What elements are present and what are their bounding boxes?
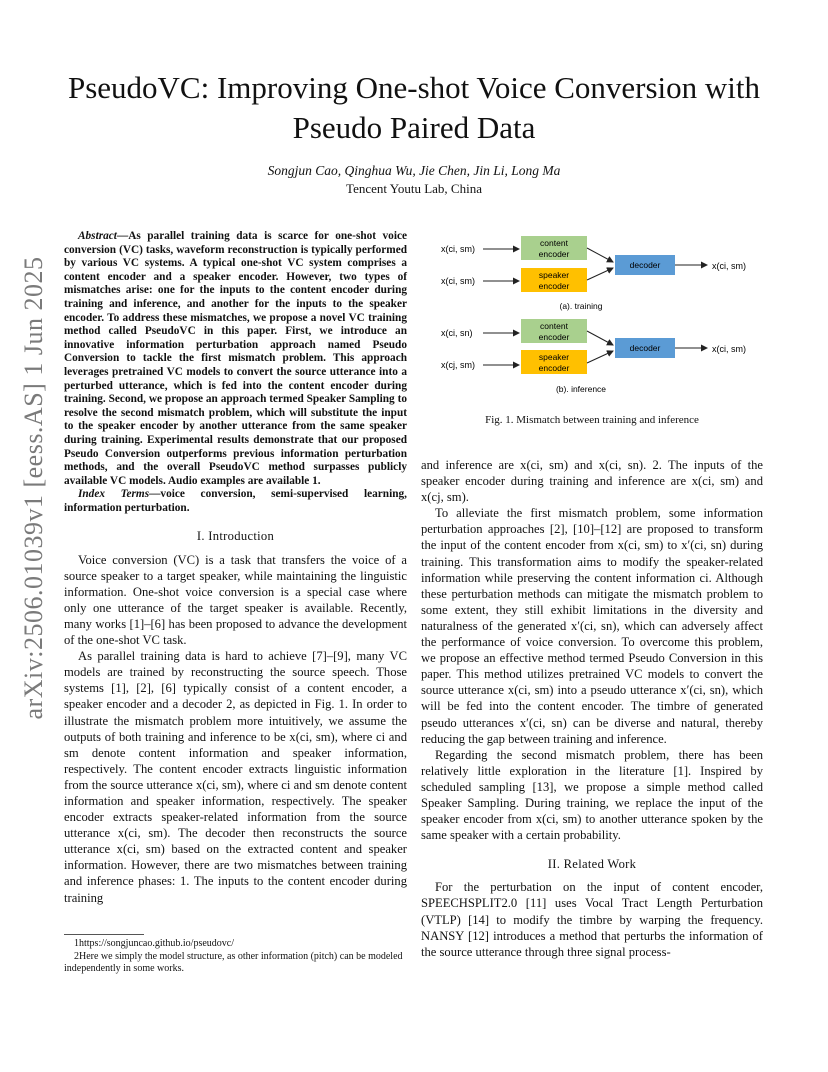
abstract-text: —As parallel training data is scarce for one-shot voice conversion (VC) tasks, waveform reconstruction is typically performed by various VC systems. A typical one-shot VC system comprises a content encoder and a speaker encoder. However, two types of mismatches arise: one for the inputs to the content encoder during training and inference, and another for the inputs to the speaker encoder. To address these mismatches, we propose a novel VC training method called PseudoVC in this paper. First, we introduce an innovative information perturbation approach named Pseudo Conversion to tackle the first mismatch problem. This approach leverages pretrained VC models to convert the source utterance into a perturbed utterance, which is fed into the content encoder during training. Second, we propose an approach termed Speaker Sampling to resolve the second mismatch problem, which will substitute the input to the speaker encoder by another utterance from the same speaker during training. Experimental results demonstrate that our proposed Pseudo Conversion outperforms previous information perturbation methods, and the overall PseudoVC method surpasses publicly available VC models. Audio examples are available 1. xyxy=(64,230,407,487)
footnote-2: 2Here we simply the model structure, as other information (pitch) can be modeled independently in some works. xyxy=(64,950,403,974)
index-terms-label: Index Terms xyxy=(78,488,150,501)
abstract-label: Abstract xyxy=(78,230,117,242)
left-column xyxy=(64,230,407,906)
index-terms-text: —voice conversion, semi-supervised learning, information perturbation. xyxy=(64,488,407,514)
arxiv-watermark xyxy=(14,256,54,720)
inference-content-encoder-l2: encoder xyxy=(538,332,570,342)
training-content-encoder-l2: encoder xyxy=(538,249,570,259)
intro-paragraph-2: As parallel training data is hard to achieve [7]–[9], many VC models are trained by reconstructing the source speech. Those systems [1], [2], [6] typically consist of a content encoder, a speaker encoder and a decoder 2, as depicted in Fig. 1. In order to illustrate the mismatch problem more intuitively, we assume the outputs of both training and inference to be x(ci, sm), where ci and sm denote content information and speaker information, respectively. The content encoder extracts linguistic information from the source utterance x(ci, sm), where ci and sm denote content information and speaker information, respectively. The speaker encoder extracts speaker-related information from the source utterance x(ci, sm). The decoder then reconstructs the source utterance x(ci, sm) based on the extracted content and speaker information. However, there are two mismatches between training and inference phases: 1. The inputs to the content encoder during training xyxy=(64,649,407,905)
mismatch-diagram xyxy=(421,228,763,408)
footnote-1: 1https://songjuncao.github.io/pseudovc/ xyxy=(74,938,234,949)
abstract xyxy=(64,230,407,488)
section-heading-related-work: II. Related Work xyxy=(547,857,637,872)
index-terms xyxy=(64,488,407,515)
figure-caption: Fig. 1. Mismatch between training and inference xyxy=(485,414,699,426)
inference-content-encoder-l1: content xyxy=(540,321,568,331)
training-decoder-label: decoder xyxy=(629,260,661,270)
footnote-rule xyxy=(64,934,144,935)
inference-speaker-encoder-l2: encoder xyxy=(538,363,570,373)
inference-label: (b). inference xyxy=(555,384,607,394)
section-heading-introduction: I. Introduction xyxy=(196,529,275,544)
training-speaker-encoder-l2: encoder xyxy=(538,281,570,291)
inference-input-1: x(ci, sn) xyxy=(441,328,473,338)
inference-speaker-encoder-l1: speaker xyxy=(538,352,570,362)
right-paragraph-2: To alleviate the first mismatch problem, some information perturbation approaches [2], [10]–[12] are proposed to transform the input of the content encoder from x(ci, sm) to x′(ci, sn) during training. This transformation aims to modify the speaker-related information while preserving the content information ci. Although these perturbation methods can mitigate the mismatch problem to some extent, they still exhibit limitations in the diversity and naturalness of the generated x′(ci, sn), which can adversely affect the performance of voice conversion. To overcome this problem, we propose an effective method termed Pseudo Conversion in this paper. This method utilizes pretrained VC models to convert the source utterance x(ci, sm) into a pseudo utterance x′(ci, sn), which will be fed into the content encoder. The timbre of generated pseudo utterances x′(ci, sn) can be diverse and natural, thereby reducing the gap between training and inference. xyxy=(421,506,763,746)
figure-1 xyxy=(421,228,763,428)
inference-decoder-label: decoder xyxy=(629,343,661,353)
inference-output: x(ci, sm) xyxy=(712,344,746,354)
training-input-2: x(ci, sm) xyxy=(441,276,475,286)
right-column xyxy=(421,457,763,960)
inference-input-2: x(cj, sm) xyxy=(441,360,475,370)
arxiv-id: arXiv:2506.01039v1 [eess.AS] 1 Jun 2025 xyxy=(19,256,48,720)
affiliation: Tencent Youtu Lab, China xyxy=(346,181,482,196)
paper-title: PseudoVC: Improving One-shot Voice Conversion with Pseudo Paired Data xyxy=(67,70,761,145)
right-paragraph-1: and inference are x(ci, sm) and x(ci, sn). 2. The inputs of the speaker encoder during training and inference are x(ci, sm) and x(cj, sm). xyxy=(421,458,763,505)
footnotes xyxy=(64,934,407,976)
training-speaker-encoder-l1: speaker xyxy=(538,270,570,280)
related-work-paragraph-1: For the perturbation on the input of content encoder, SPEECHSPLIT2.0 [11] uses Vocal Tract Length Perturbation (VTLP) [14] to modify the timbre by warping the frequency. NANSY [12] introduces a method that perturbs the information of the source utterance through three signal process- xyxy=(421,880,763,959)
intro-paragraph-1: Voice conversion (VC) is a task that transfers the voice of a source speaker to a target speaker, while maintaining the linguistic information. One-shot voice conversion is a special case where only one utterance of the target speaker is available. Recently, many works [1]–[6] has been proposed to advance the development of the one-shot VC task. xyxy=(64,552,407,648)
author-list: Songjun Cao, Qinghua Wu, Jie Chen, Jin Li, Long Ma xyxy=(267,163,561,178)
training-content-encoder-l1: content xyxy=(540,238,568,248)
training-label: (a). training xyxy=(559,301,603,311)
training-output: x(ci, sm) xyxy=(712,261,746,271)
training-input-1: x(ci, sm) xyxy=(441,244,475,254)
right-paragraph-3: Regarding the second mismatch problem, there has been relatively little exploration in the literature [1]. Inspired by scheduled sampling [13], we propose a simple method called Speaker Sampling. During training, we replace the input of the speaker encoder from x(ci, sm) to another utterance spoken by the same speaker with a certain probability. xyxy=(421,747,763,843)
